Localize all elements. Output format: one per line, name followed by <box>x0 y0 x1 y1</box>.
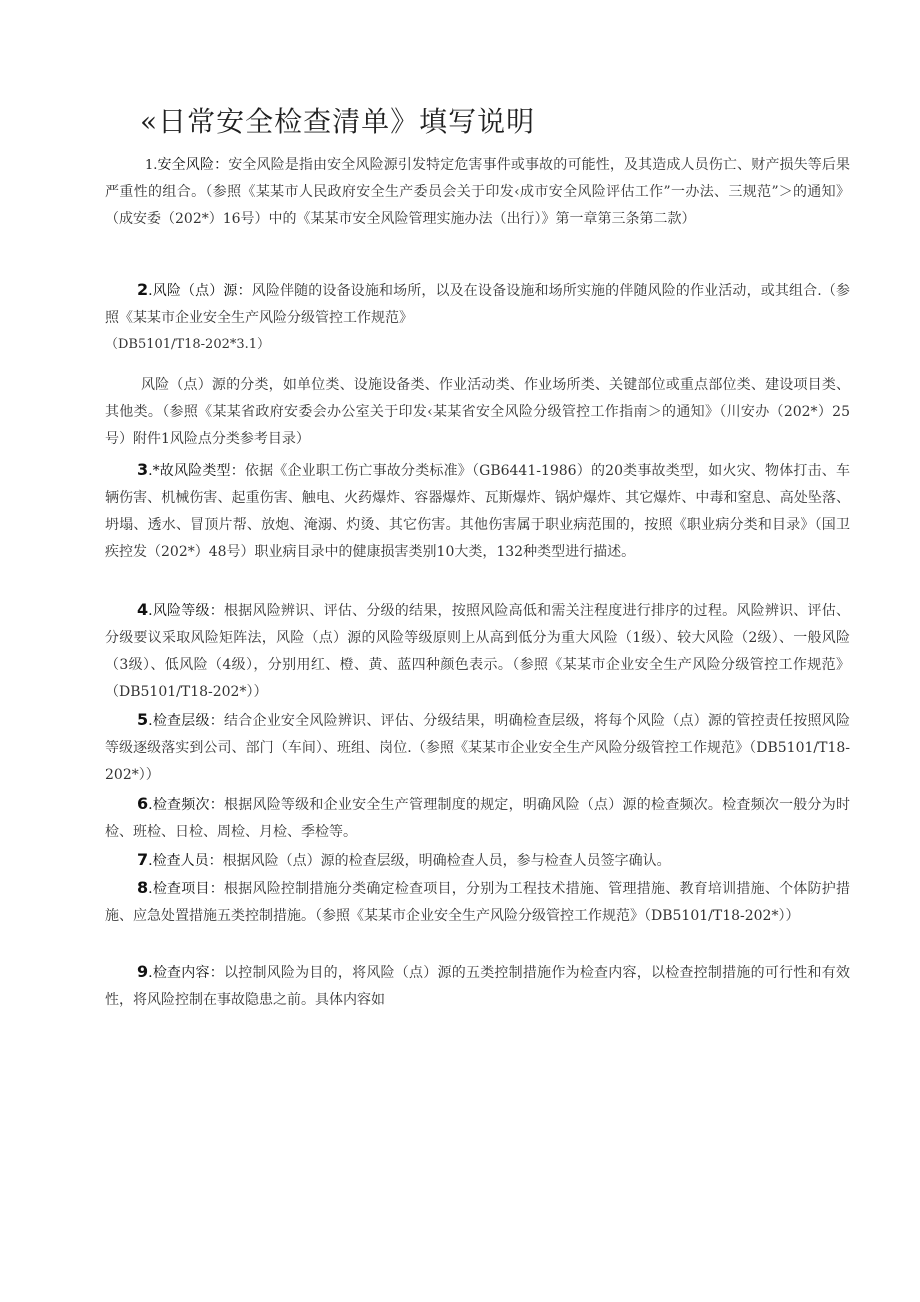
item-1-text: 安全风险是指由安全风险源引发特定危害事件或事故的可能性，及其造成人员伤亡、财产损失等后果严重性的组合。（参照《某某市人民政府安全生产委员会关于印发‹成市安全风险评估工作”一办法、三规范”＞的通知》（成安委（202*）16号）中的《某某市安全风险管理实施办法（出行）》第一章第三条第二款） <box>105 157 851 227</box>
item-2-standard-code: （DB5101/T18-202*3.1） <box>105 337 271 352</box>
item-6-term: .检查频次： <box>148 797 224 813</box>
item-5-paragraph <box>105 706 850 789</box>
item-4-number: 4 <box>137 600 149 619</box>
item-8-number: 8 <box>137 878 149 897</box>
item-6-text: 根据风险等级和企业安全生产管理制度的规定，明确风险（点）源的检查频次。检査频次一般分为时检、班检、日检、周检、月检、季检等。 <box>105 797 851 840</box>
item-7-term: .检查人员： <box>148 853 223 869</box>
item-7-paragraph <box>105 846 850 875</box>
item-4-paragraph <box>105 596 850 706</box>
item-2-paragraph <box>105 276 850 332</box>
item-3-term: .*故风险类型： <box>148 463 245 479</box>
item-2-text: 风险伴随的设备设施和场所，以及在设备设施和场所实施的伴随风险的作业活动，或其组合.（参照《某某市企业安全生产风险分级管控工作规范》 <box>105 283 850 326</box>
item-9-term: .检查内容： <box>148 965 224 981</box>
item-7-text: 根据风险（点）源的检查层级，明确检查人员，参与检查人员签字确认。 <box>222 853 671 869</box>
item-4-term: .风险等级： <box>148 603 224 619</box>
risk-source-classification-paragraph <box>105 372 850 453</box>
item-9-paragraph <box>105 958 850 1014</box>
item-3-paragraph <box>105 456 850 566</box>
item-6-paragraph <box>105 790 850 846</box>
item-2-term: .风险（点）源： <box>148 283 252 299</box>
document-title: «日常安全检查清单》填写说明 <box>140 105 536 138</box>
item-6-number: 6 <box>137 794 149 813</box>
item-5-text: 结合企业安全风险辨识、评估、分级结果，明确检查层级，将每个风险（点）源的管控责任按照风险等级逐级落实到公司、部门（车间）、班组、岗位.（参照《某某市企业安全生产风险分级管控工作规范》（DB5101/T18-202*）） <box>105 713 851 783</box>
item-5-number: 5 <box>137 710 149 729</box>
item-2-number: 2 <box>137 280 149 299</box>
item-3-text: 依据《企业职工伤亡事故分类标准》（GB6441-1986）的20类事故类型，如火灾、物体打击、车辆伤害、机械伤害、起重伤害、触电、火药爆炸、容器爆炸、瓦斯爆炸、锅炉爆炸、其它爆炸、中毒和窒息、高处坠落、坍塌、透水、冒顶片帮、放炮、淹溺、灼烫、其它伤害。其他伤害属于职业病范围的，按照《职业病分类和目录》（国卫疾控发（202*）48号）职业病目录中的健康损害类别10大类，132种类型进行描述。 <box>105 463 850 560</box>
item-3-number: 3 <box>137 460 149 479</box>
item-8-paragraph <box>105 874 850 930</box>
item-5-term: .检查层级： <box>148 713 224 729</box>
item-9-text: 以控制风险为目的，将风险（点）源的五类控制措施作为检查内容，以检查控制措施的可行性和有效性，将风险控制在事故隐患之前。具体内容如 <box>105 965 851 1008</box>
item-9-number: 9 <box>137 962 149 981</box>
item-7-number: 7 <box>137 850 149 869</box>
risk-source-classification-text: 风险（点）源的分类，如单位类、设施设备类、作业活动类、作业场所类、关键部位或重点部位类、建设项目类、其他类。（参照《某某省政府安委会办公室关于印发‹某某省安全风险分级管控工作指南＞的通知》（川安办（202*）25号）附件1风险点分类参考目录） <box>105 377 850 447</box>
item-1-term: 安全风险： <box>157 157 229 173</box>
item-8-term: .检查项目： <box>148 881 224 897</box>
item-1-number: 1. <box>145 158 158 173</box>
item-1-paragraph <box>105 152 850 233</box>
item-4-text: 根据风险辨识、评估、分级的结果，按照风险高低和需关注程度进行排序的过程。风险辨识、评估、分级要议采取风险矩阵法，风险（点）源的风险等级原则上从高到低分为重大风险（1级）、较大风险（2级）、一般风险（3级）、低风险（4级），分别用红、橙、黄、蓝四种颜色表示。（参照《某某市企业安全生产风险分级管控工作规范》（DB5101/T18-202*）） <box>105 603 851 700</box>
item-8-text: 根据风险控制措施分类确定检查项目，分别为工程技术措施、管理措施、教育培训措施、个体防护措施、应急处置措施五类控制措施。（参照《某某市企业安全生产风险分级管控工作规范》（DB5101/T18-202*）） <box>105 881 851 924</box>
